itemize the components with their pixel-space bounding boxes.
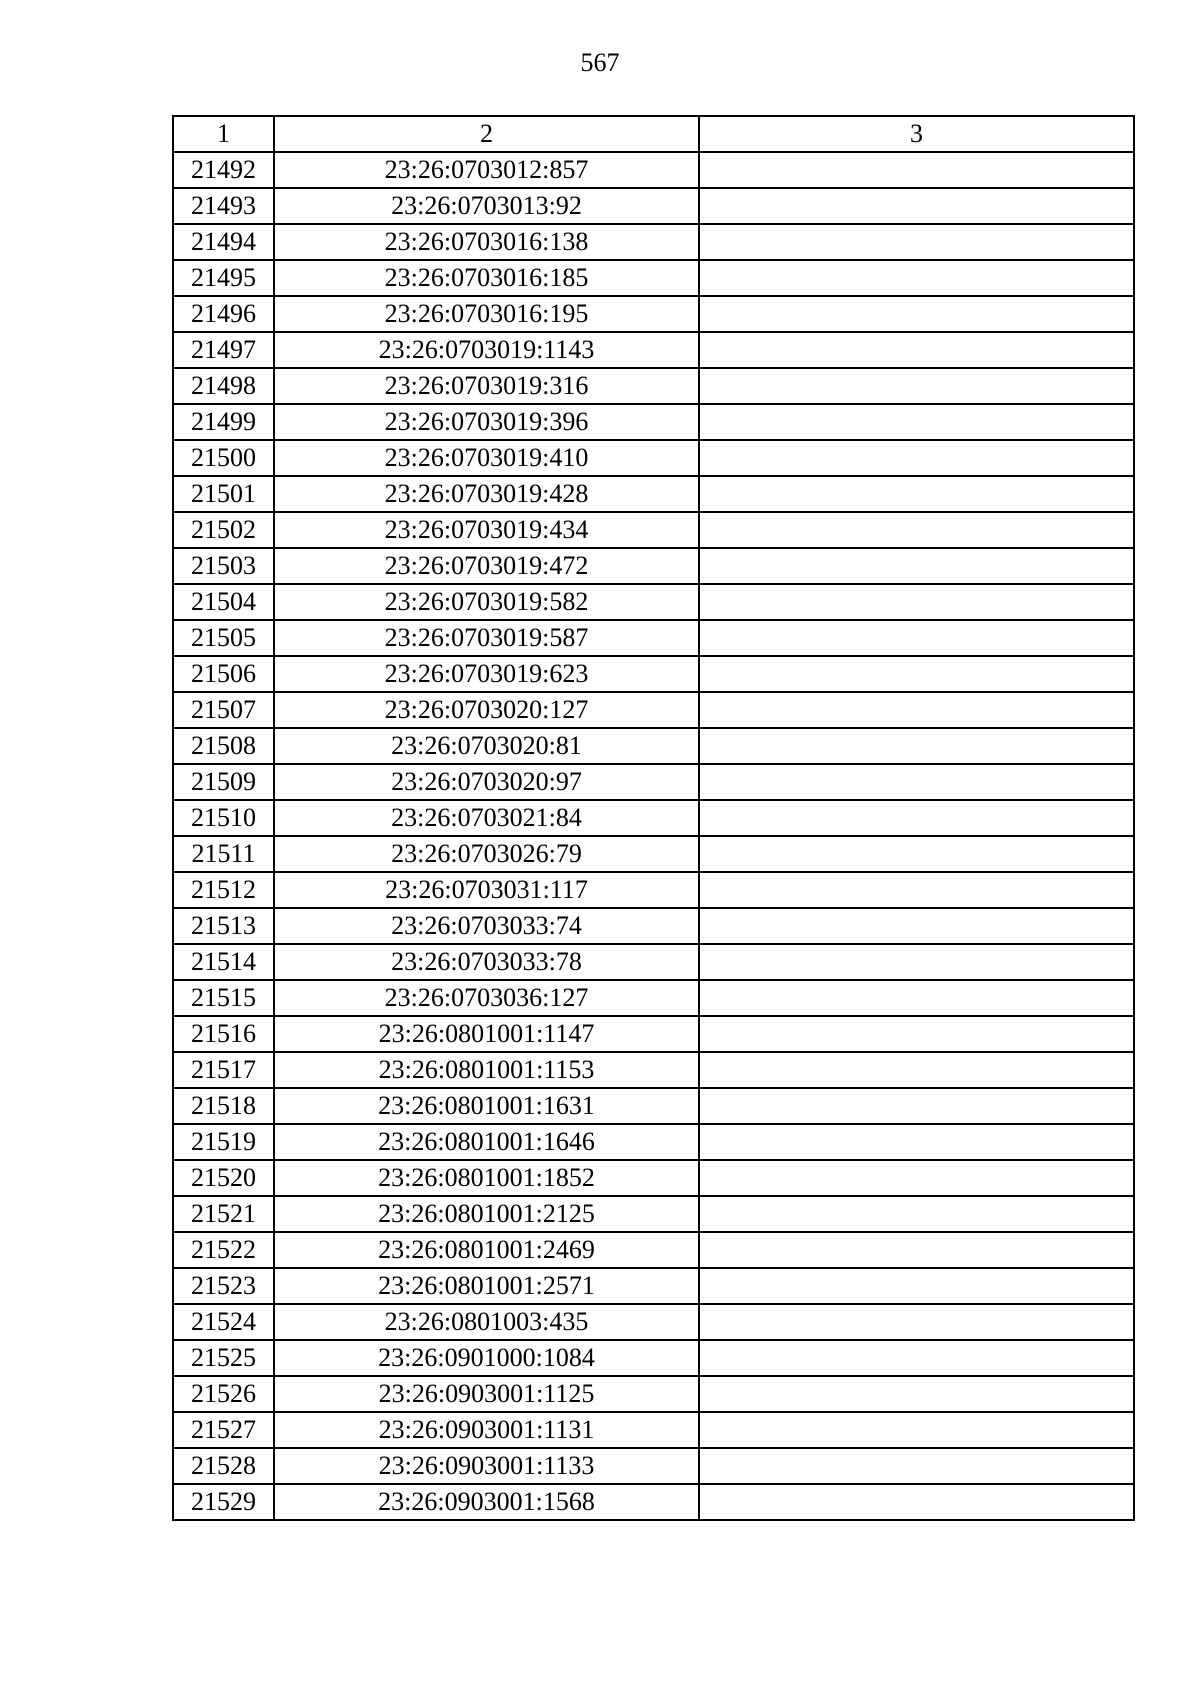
cadastral-number-cell: 23:26:0703019:582 [274, 584, 699, 620]
note-cell [699, 872, 1134, 908]
table-row [173, 944, 1134, 980]
table-row [173, 440, 1134, 476]
note-cell [699, 728, 1134, 764]
table-row [173, 1304, 1134, 1340]
note-cell [699, 188, 1134, 224]
cadastral-number-cell: 23:26:0903001:1131 [274, 1412, 699, 1448]
cadastral-number-cell: 23:26:0703026:79 [274, 836, 699, 872]
table-row [173, 584, 1134, 620]
note-cell [699, 1160, 1134, 1196]
row-number-cell: 21499 [173, 404, 274, 440]
data-table [172, 115, 1135, 1521]
note-cell [699, 152, 1134, 188]
note-cell [699, 368, 1134, 404]
cadastral-number-cell: 23:26:0801001:2571 [274, 1268, 699, 1304]
row-number-cell: 21493 [173, 188, 274, 224]
row-number-cell: 21509 [173, 764, 274, 800]
table-row [173, 296, 1134, 332]
cadastral-number-cell: 23:26:0801001:1153 [274, 1052, 699, 1088]
note-cell [699, 584, 1134, 620]
note-cell [699, 1448, 1134, 1484]
table-row [173, 1268, 1134, 1304]
note-cell [699, 224, 1134, 260]
cadastral-number-cell: 23:26:0903001:1568 [274, 1484, 699, 1520]
cadastral-number-cell: 23:26:0801001:1147 [274, 1016, 699, 1052]
cadastral-number-cell: 23:26:0703019:396 [274, 404, 699, 440]
row-number-cell: 21520 [173, 1160, 274, 1196]
table-row [173, 692, 1134, 728]
row-number-cell: 21525 [173, 1340, 274, 1376]
note-cell [699, 332, 1134, 368]
row-number-cell: 21502 [173, 512, 274, 548]
cadastral-number-cell: 23:26:0703033:78 [274, 944, 699, 980]
note-cell [699, 764, 1134, 800]
table-row [173, 1124, 1134, 1160]
cadastral-number-cell: 23:26:0703019:1143 [274, 332, 699, 368]
cadastral-number-cell: 23:26:0801003:435 [274, 1304, 699, 1340]
cadastral-number-cell: 23:26:0903001:1133 [274, 1448, 699, 1484]
note-cell [699, 1376, 1134, 1412]
table-row [173, 1052, 1134, 1088]
row-number-cell: 21522 [173, 1232, 274, 1268]
note-cell [699, 656, 1134, 692]
row-number-cell: 21501 [173, 476, 274, 512]
note-cell [699, 692, 1134, 728]
cadastral-number-cell: 23:26:0703012:857 [274, 152, 699, 188]
cadastral-number-cell: 23:26:0703019:410 [274, 440, 699, 476]
row-number-cell: 21523 [173, 1268, 274, 1304]
cadastral-number-cell: 23:26:0703019:472 [274, 548, 699, 584]
table-row [173, 728, 1134, 764]
table-row [173, 764, 1134, 800]
cadastral-number-cell: 23:26:0703019:316 [274, 368, 699, 404]
cadastral-number-cell: 23:26:0801001:2125 [274, 1196, 699, 1232]
table-row [173, 188, 1134, 224]
column-header-3: 3 [699, 116, 1134, 152]
note-cell [699, 1052, 1134, 1088]
row-number-cell: 21527 [173, 1412, 274, 1448]
cadastral-number-cell: 23:26:0703020:81 [274, 728, 699, 764]
row-number-cell: 21519 [173, 1124, 274, 1160]
table-row [173, 872, 1134, 908]
row-number-cell: 21507 [173, 692, 274, 728]
row-number-cell: 21505 [173, 620, 274, 656]
cadastral-number-cell: 23:26:0703031:117 [274, 872, 699, 908]
note-cell [699, 1268, 1134, 1304]
note-cell [699, 1016, 1134, 1052]
cadastral-number-cell: 23:26:0703021:84 [274, 800, 699, 836]
table-row [173, 800, 1134, 836]
table-row [173, 548, 1134, 584]
table-row [173, 1232, 1134, 1268]
row-number-cell: 21518 [173, 1088, 274, 1124]
table-row [173, 1196, 1134, 1232]
note-cell [699, 908, 1134, 944]
table-row [173, 332, 1134, 368]
row-number-cell: 21508 [173, 728, 274, 764]
note-cell [699, 440, 1134, 476]
cadastral-number-cell: 23:26:0703019:587 [274, 620, 699, 656]
page-number: 567 [580, 48, 620, 77]
column-header-2: 2 [274, 116, 699, 152]
note-cell [699, 980, 1134, 1016]
cadastral-number-cell: 23:26:0703013:92 [274, 188, 699, 224]
row-number-cell: 21500 [173, 440, 274, 476]
table-row [173, 836, 1134, 872]
table-row [173, 980, 1134, 1016]
note-cell [699, 1232, 1134, 1268]
note-cell [699, 1340, 1134, 1376]
row-number-cell: 21529 [173, 1484, 274, 1520]
cadastral-number-cell: 23:26:0703036:127 [274, 980, 699, 1016]
row-number-cell: 21511 [173, 836, 274, 872]
table-row [173, 368, 1134, 404]
row-number-cell: 21521 [173, 1196, 274, 1232]
table-row [173, 1088, 1134, 1124]
row-number-cell: 21515 [173, 980, 274, 1016]
row-number-cell: 21514 [173, 944, 274, 980]
row-number-cell: 21528 [173, 1448, 274, 1484]
note-cell [699, 944, 1134, 980]
table-row [173, 260, 1134, 296]
cadastral-number-cell: 23:26:0703020:97 [274, 764, 699, 800]
note-cell [699, 512, 1134, 548]
row-number-cell: 21492 [173, 152, 274, 188]
table-header-row [173, 116, 1134, 152]
note-cell [699, 836, 1134, 872]
table-row [173, 1484, 1134, 1520]
cadastral-number-cell: 23:26:0703033:74 [274, 908, 699, 944]
table-row [173, 1340, 1134, 1376]
row-number-cell: 21524 [173, 1304, 274, 1340]
table-row [173, 1376, 1134, 1412]
cadastral-number-cell: 23:26:0801001:2469 [274, 1232, 699, 1268]
row-number-cell: 21498 [173, 368, 274, 404]
note-cell [699, 1484, 1134, 1520]
table-body [173, 116, 1134, 1520]
table-row [173, 1160, 1134, 1196]
cadastral-number-cell: 23:26:0703016:138 [274, 224, 699, 260]
cadastral-number-cell: 23:26:0903001:1125 [274, 1376, 699, 1412]
note-cell [699, 1196, 1134, 1232]
row-number-cell: 21497 [173, 332, 274, 368]
cadastral-number-cell: 23:26:0801001:1631 [274, 1088, 699, 1124]
cadastral-number-cell: 23:26:0703019:434 [274, 512, 699, 548]
cadastral-number-cell: 23:26:0801001:1646 [274, 1124, 699, 1160]
row-number-cell: 21517 [173, 1052, 274, 1088]
note-cell [699, 620, 1134, 656]
note-cell [699, 260, 1134, 296]
note-cell [699, 1412, 1134, 1448]
row-number-cell: 21526 [173, 1376, 274, 1412]
note-cell [699, 1304, 1134, 1340]
table-row [173, 620, 1134, 656]
table-row [173, 1448, 1134, 1484]
note-cell [699, 1124, 1134, 1160]
row-number-cell: 21512 [173, 872, 274, 908]
row-number-cell: 21510 [173, 800, 274, 836]
cadastral-number-cell: 23:26:0703020:127 [274, 692, 699, 728]
row-number-cell: 21494 [173, 224, 274, 260]
note-cell [699, 296, 1134, 332]
cadastral-number-cell: 23:26:0703016:195 [274, 296, 699, 332]
table-row [173, 1412, 1134, 1448]
row-number-cell: 21496 [173, 296, 274, 332]
table-row [173, 1016, 1134, 1052]
note-cell [699, 800, 1134, 836]
cadastral-number-cell: 23:26:0901000:1084 [274, 1340, 699, 1376]
row-number-cell: 21513 [173, 908, 274, 944]
row-number-cell: 21495 [173, 260, 274, 296]
table-row [173, 476, 1134, 512]
table-row [173, 512, 1134, 548]
cadastral-number-cell: 23:26:0703019:428 [274, 476, 699, 512]
row-number-cell: 21504 [173, 584, 274, 620]
note-cell [699, 1088, 1134, 1124]
table-row [173, 152, 1134, 188]
row-number-cell: 21516 [173, 1016, 274, 1052]
note-cell [699, 548, 1134, 584]
table-row [173, 656, 1134, 692]
cadastral-number-cell: 23:26:0703016:185 [274, 260, 699, 296]
row-number-cell: 21503 [173, 548, 274, 584]
note-cell [699, 404, 1134, 440]
table-row [173, 404, 1134, 440]
cadastral-number-cell: 23:26:0801001:1852 [274, 1160, 699, 1196]
table-row [173, 224, 1134, 260]
row-number-cell: 21506 [173, 656, 274, 692]
table-row [173, 908, 1134, 944]
cadastral-number-cell: 23:26:0703019:623 [274, 656, 699, 692]
column-header-1: 1 [173, 116, 274, 152]
note-cell [699, 476, 1134, 512]
